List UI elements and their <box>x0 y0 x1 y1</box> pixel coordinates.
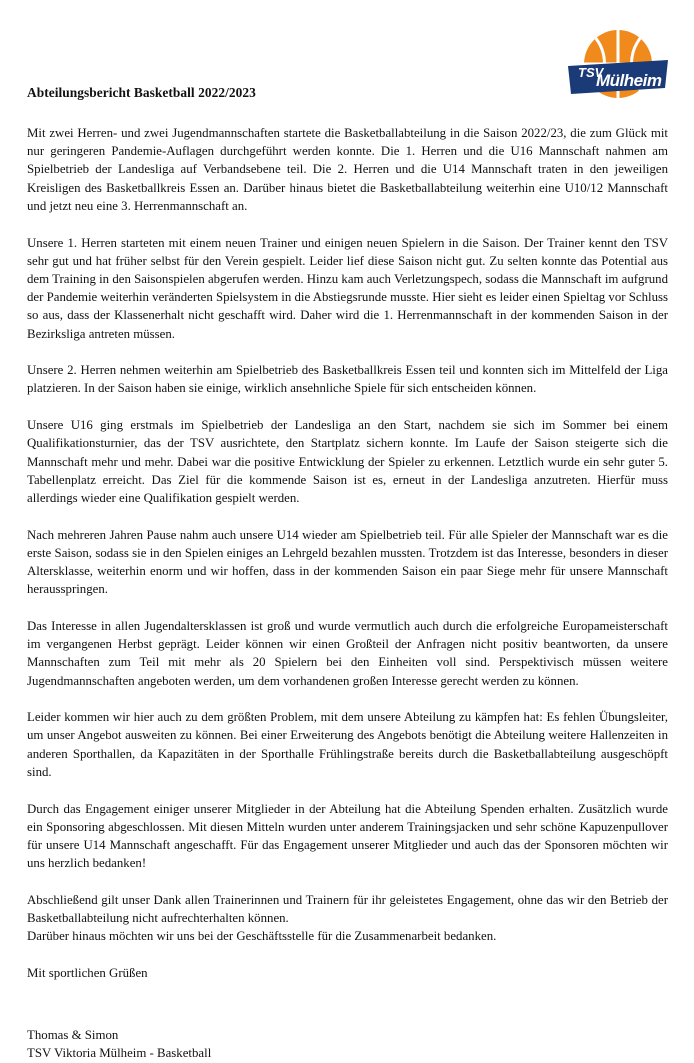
report-body <box>27 124 668 1063</box>
club-logo <box>562 24 674 106</box>
closing-thanks-coaches: Abschließend gilt unser Dank allen Trainerinnen und Trainern für ihr geleistetes Engagement, ohne das wir den Betrieb der Basketballabteilung nicht aufrechterhalten können. <box>27 892 668 926</box>
paragraph-sponsoring: Durch das Engagement einiger unserer Mitglieder in der Abteilung hat die Abteilung Spenden erhalten. Zusätzlich wurde ein Sponsoring abgeschlossen. Mit diesen Mitteln wurden unter anderem Trainingsjacken und sehr schöne Kapuzenpullover für unsere U14 Mannschaft angeschafft. Für das Engagement unserer Mitglieder und auch das der Sponsoren möchten wir uns herzlich bedanken! <box>27 801 668 871</box>
logo-text-muelheim: Mülheim <box>596 71 662 90</box>
paragraph-second-team: Unsere 2. Herren nehmen weiterhin am Spielbetrieb des Basketballkreis Essen teil und konnten sich im Mittelfeld der Liga platzieren. In der Saison haben sie einige, wirklich ansehnliche Spiele für sich entscheiden können. <box>27 363 668 396</box>
closing-thanks-office: Darüber hinaus möchten wir uns bei der Geschäftsstelle für die Zusammenarbeit bedanken. <box>27 929 497 944</box>
signature-organization: TSV Viktoria Mülheim - Basketball <box>27 1046 212 1061</box>
signoff: Mit sportlichen Grüßen <box>27 966 148 981</box>
logo-text-tsv: TSV <box>578 65 604 80</box>
paragraph-first-team: Unsere 1. Herren starteten mit einem neuen Trainer und einigen neuen Spielern in die Saison. Der Trainer kennt den TSV sehr gut und hat früher selbst für den Verein gespielt. Leider lief diese Saison nicht gut. Zu selten konnte das Potential aus dem Training in den Saisonspielen abgerufen werden. Hinzu kam auch Verletzungspech, sodass die Mannschaft im aufgrund der Pandemie weiterhin veränderten Spielsystem in die Abstiegsrunde musste. Hier sieht es leider einen Spieltag vor Schluss so aus, dass der Klassenerhalt nicht geschafft wird. Daher wird die 1. Herrenmannschaft in der kommenden Saison in der Bezirksliga antreten müssen. <box>27 235 668 341</box>
paragraph-youth-interest: Das Interesse in allen Jugendaltersklassen ist groß und wurde vermutlich auch durch die erfolgreiche Europameisterschaft im vergangenen Herbst geprägt. Leider können wir einen Großteil der Anfragen nicht positiv beantworten, da unsere Mannschaften zum Teil mit mehr als 20 Spielern bei den Einheiten voll sind. Perspektivisch müssen weitere Jugendmannschaften angeboten werden, um dem vorhandenen großen Interesse gerecht werden zu können. <box>27 618 668 688</box>
paragraph-u16: Unsere U16 ging erstmals im Spielbetrieb der Landesliga an den Start, nachdem sie sich im Sommer bei einem Qualifikationsturnier, das der TSV ausrichtete, den Startplatz sichern konnte. Im Laufe der Saison steigerte sich die Mannschaft mehr und mehr. Dabei war die positive Entwicklung der Spieler zu erkennen. Letztlich wurde ein sehr guter 5. Tabellenplatz erreicht. Das Ziel für die kommende Saison ist es, erneut in der Landesliga anzutreten. Hierfür muss allerdings wieder eine Qualifikation gespielt werden. <box>27 418 668 505</box>
paragraph-season-overview: Mit zwei Herren- und zwei Jugendmannschaften startete die Basketballabteilung in die Saison 2022/23, die zum Glück mit nur geringeren Pandemie-Auflagen durchgeführt werden konnte. Die 1. Herren und die U16 Mannschaft nahmen am Spielbetrieb der Landesliga auf Verbandsebene teil. Die 2. Herren und die U14 Mannschaft traten in den jeweiligen Kreisligen des Basketballkreis Essen an. Darüber hinaus bietet die Basketballabteilung weiterhin eine U10/12 Mannschaft und jetzt neu eine 3. Herrenmannschaft an. <box>27 126 668 213</box>
logo-text-year: 1898 <box>638 90 654 97</box>
signature-names: Thomas & Simon <box>27 1028 119 1043</box>
report-title: Abteilungsbericht Basketball 2022/2023 <box>27 85 256 100</box>
paragraph-u14: Nach mehreren Jahren Pause nahm auch unsere U14 wieder am Spielbetrieb teil. Für alle Spieler der Mannschaft war es die erste Saison, sodass sie in den Spielen einiges an Lehrgeld bezahlen mussten. Trotzdem ist das Interesse, besonders in dieser Altersklasse, weiterhin enorm und wir hoffen, dass in der kommenden Saison ein paar Siege mehr für unsere Mannschaft herausspringen. <box>27 527 668 597</box>
closing-block <box>27 891 668 946</box>
paragraph-coaching-problem: Leider kommen wir hier auch zu dem größten Problem, mit dem unsere Abteilung zu kämpfen hat: Es fehlen Übungsleiter, um unser Angebot ausweiten zu können. Bei einer Erweiterung des Angebots benötigt die Abteilung weitere Hallenzeiten in anderen Sporthallen, da Kapazitäten in der Sporthalle Frühlingstraße bereits durch die Basketballabteilung ausgeschöpft sind. <box>27 710 668 779</box>
